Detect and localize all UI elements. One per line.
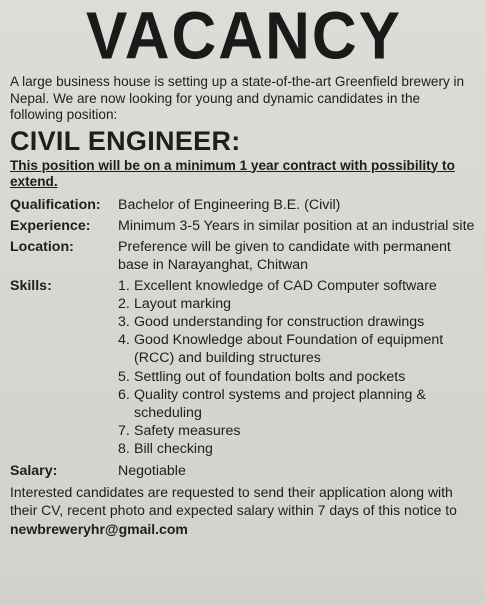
skill-text: Bill checking [134,441,213,458]
skill-item [118,368,478,386]
skill-text: Settling out of foundation bolts and pockets [134,368,406,385]
experience-value: Minimum 3-5 Years in similar position at an industrial site [118,217,475,234]
qualification-row [10,196,478,214]
skill-item [118,277,478,295]
application-instructions [10,483,478,539]
skill-number: 8. [118,441,130,458]
intro-paragraph: A large business house is setting up a state-of-the-art Greenfield brewery in Nepal. We are now looking for young and dynamic candidates in the following position: [10,74,465,122]
footer-text: Interested candidates are requested to send their application along with their CV, recent photo and expected salary within 7 days of this notice to [10,483,457,519]
skill-item [118,313,478,331]
skill-text: Excellent knowledge of CAD Computer software [134,277,437,294]
location-label: Location: [10,238,74,255]
skill-text: Good Knowledge about Foundation of equipment (RCC) and building structures [134,332,444,367]
skill-text: Layout marking [134,295,231,312]
skill-number: 5. [118,368,130,385]
salary-value: Negotiable [118,462,186,479]
skill-text: Quality control systems and project planning & scheduling [134,386,426,421]
skill-item [118,331,478,367]
skills-label: Skills: [10,277,52,294]
position-heading: CIVIL ENGINEER: [10,125,241,156]
contact-email[interactable]: newbreweryhr@gmail.com [10,520,188,537]
contract-note: This position will be on a minimum 1 year contract with possibility to extend. [10,157,455,189]
qualification-value: Bachelor of Engineering B.E. (Civil) [118,196,341,213]
skill-number: 2. [118,295,130,312]
skill-text: Safety measures [134,423,241,440]
skill-number: 3. [118,313,130,330]
experience-label: Experience: [10,217,91,234]
location-row [10,238,478,274]
salary-row [10,462,478,480]
skill-number: 6. [118,386,130,403]
skill-item [118,440,478,458]
qualification-label: Qualification: [10,196,101,213]
salary-label: Salary: [10,462,58,479]
skill-item [118,295,478,313]
location-value: Preference will be given to candidate with permanent base in Narayanghat, Chitwan [118,238,451,273]
skill-number: 4. [118,332,130,349]
skill-text: Good understanding for construction drawings [134,313,425,330]
skills-list [118,277,478,459]
page-title: VACANCY [86,0,402,74]
skill-item [118,422,478,440]
skill-item [118,386,478,422]
skill-number: 7. [118,423,130,440]
skills-row [10,277,478,459]
skill-number: 1. [118,277,130,294]
experience-row [10,217,478,235]
